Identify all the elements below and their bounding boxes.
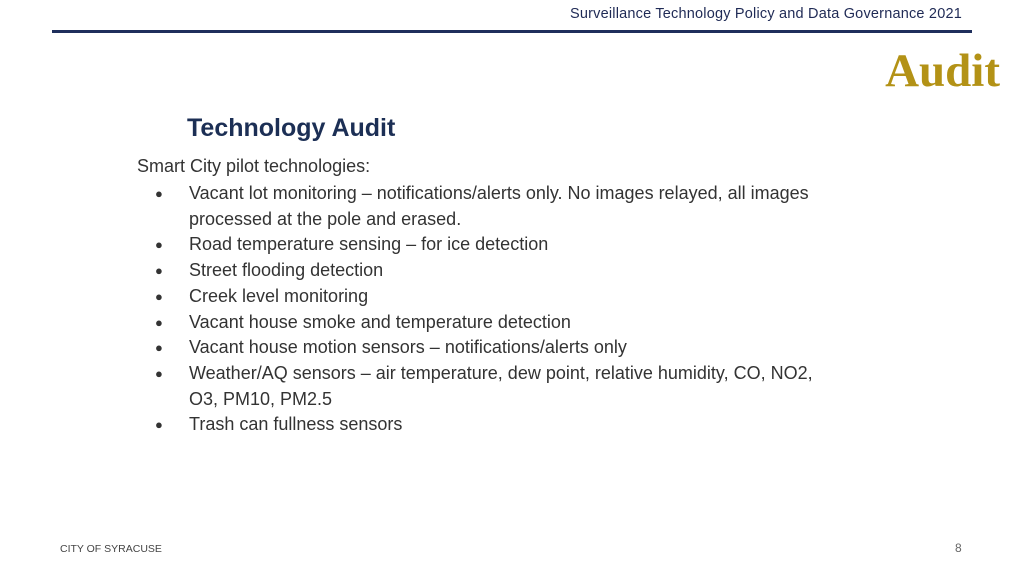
list-item-text: Creek level monitoring	[189, 285, 369, 306]
bullet-icon: ●	[155, 288, 163, 304]
list-item	[138, 310, 828, 336]
bullet-icon: ●	[155, 365, 163, 381]
list-item	[138, 335, 828, 361]
list-item-text: Weather/AQ sensors – air temperature, dew point, relative humidity, CO, NO2, O3, PM10, PM2.5	[189, 362, 813, 409]
header-divider	[52, 30, 972, 33]
bullet-icon: ●	[155, 314, 163, 330]
bullet-icon: ●	[155, 237, 163, 253]
list-item-text: Street flooding detection	[189, 260, 384, 281]
list-item-text: Vacant house smoke and temperature detection	[189, 311, 571, 332]
list-item-text: Road temperature sensing – for ice detection	[189, 234, 549, 255]
list-item-text: Vacant house motion sensors – notifications/alerts only	[189, 337, 627, 358]
bullet-icon: ●	[155, 340, 163, 356]
intro-text: Smart City pilot technologies:	[137, 156, 371, 176]
list-item	[138, 258, 828, 284]
list-item	[138, 232, 828, 258]
section-word: Audit	[885, 45, 1000, 97]
page-number: 8	[955, 541, 962, 555]
bullet-icon: ●	[155, 186, 163, 201]
footer-organization: CITY OF SYRACUSE	[60, 543, 162, 555]
technology-list	[138, 181, 828, 438]
list-item	[138, 361, 828, 412]
list-item	[138, 284, 828, 310]
list-item-text: Trash can fullness sensors	[189, 414, 403, 435]
bullet-icon: ●	[155, 417, 163, 433]
list-item-text: Vacant lot monitoring – notifications/alerts only. No images relayed, all images processed at the pole and erased.	[189, 183, 809, 229]
slide-heading: Technology Audit	[187, 114, 396, 142]
bullet-icon: ●	[155, 263, 163, 279]
list-item	[138, 181, 828, 232]
header-title: Surveillance Technology Policy and Data Governance 2021	[569, 6, 962, 22]
list-item	[138, 412, 828, 438]
